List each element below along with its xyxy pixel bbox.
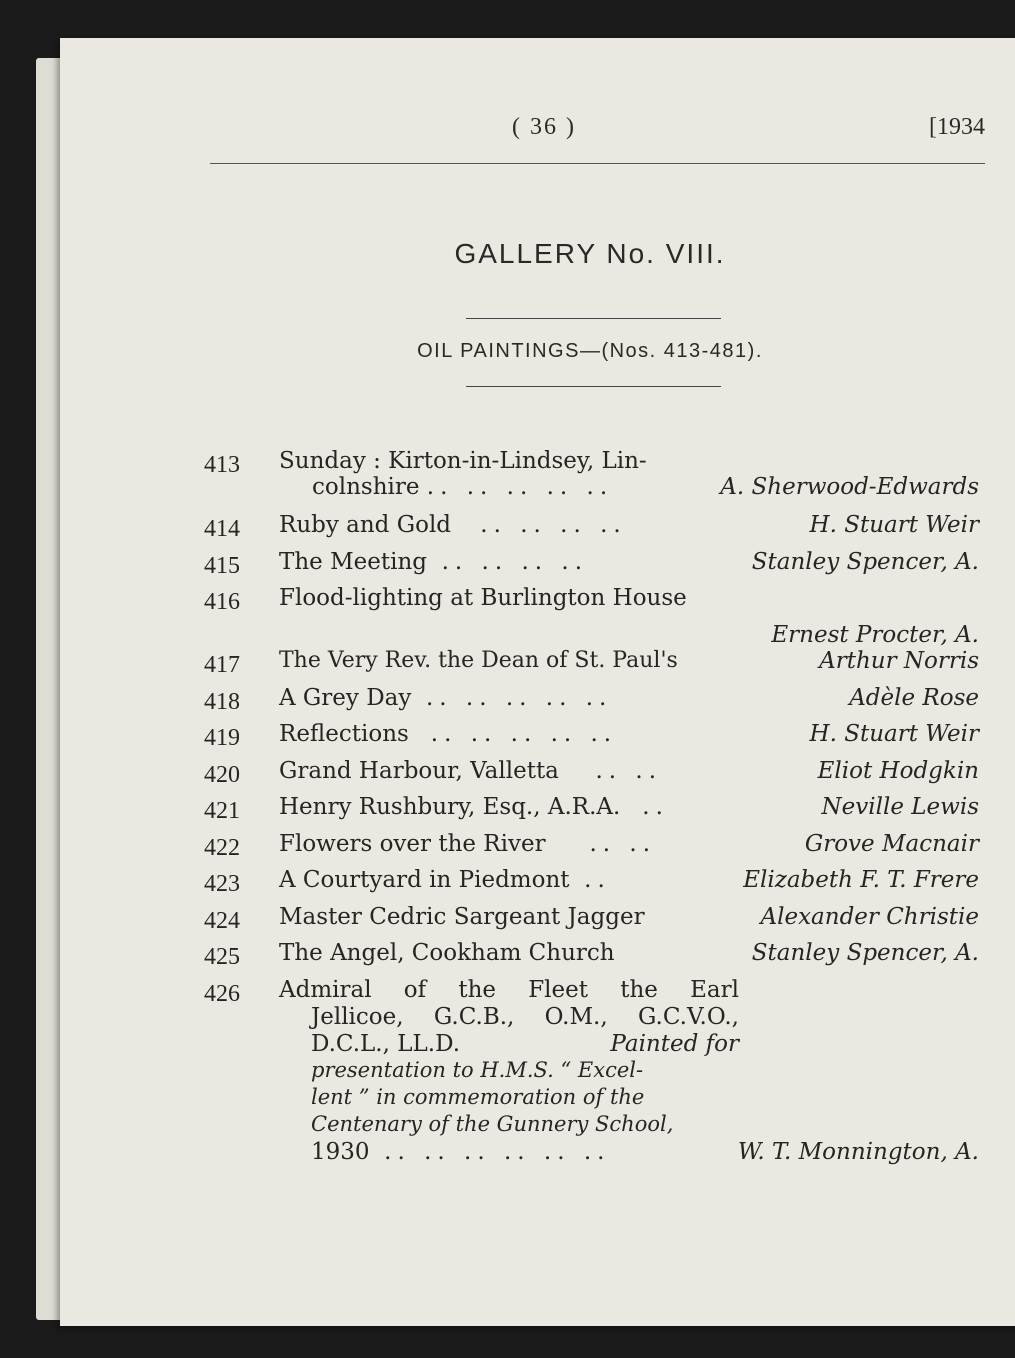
entry-artist: Grove Macnair (804, 830, 979, 857)
entry-title: Flowers over the River .. .. (279, 830, 657, 857)
entry-note-line: lent ” in commemoration of the (311, 1084, 645, 1109)
catalogue-entry (204, 646, 979, 683)
entry-number: 422 (204, 834, 240, 861)
section-title: OIL PAINTINGS—(Nos. 413-481). (417, 340, 763, 362)
entry-title-line: Jellicoe, G.C.B., O.M., G.C.V.O., (311, 1003, 739, 1030)
entry-title: The Angel, Cookham Church (279, 940, 615, 966)
entry-title: The Very Rev. the Dean of St. Paul's (279, 648, 678, 673)
leader-dots: .. .. .. .. .. .. (384, 1138, 611, 1165)
catalogue-entry (204, 792, 979, 829)
entry-list (204, 446, 979, 1175)
entry-artist: Arthur Norris (819, 648, 979, 674)
entry-artist: H. Stuart Weir (809, 721, 979, 747)
entry-number: 425 (204, 944, 240, 970)
entry-title: The Meeting .. .. .. .. (279, 548, 589, 575)
running-head (150, 78, 985, 168)
entry-artist: Ernest Procter, A. (771, 622, 979, 648)
entry-title: Ruby and Gold .. .. .. .. (279, 512, 627, 538)
entry-number: 413 (204, 452, 240, 478)
leader-dots: .. .. .. .. .. (430, 721, 618, 747)
entry-artist: Alexander Christie (760, 903, 979, 930)
entry-title-line: D.C.L., LL.D. Painted for (311, 1030, 739, 1057)
entry-artist: W. T. Monnington, A. (737, 1138, 979, 1165)
catalogue-entry (204, 756, 979, 793)
entry-title-line: 1930 .. .. .. .. .. .. (311, 1138, 611, 1165)
entry-title-line: Admiral of the Fleet the Earl (279, 976, 739, 1003)
catalogue-entry (204, 683, 979, 720)
catalogue-entry (204, 446, 979, 510)
entry-title-block (279, 977, 739, 1166)
catalogue-entry (204, 975, 979, 1175)
entry-number: 424 (204, 907, 240, 934)
page-number: ( 36 ) (512, 114, 576, 140)
divider-rule-lower (466, 386, 721, 387)
leader-dots: .. (642, 794, 669, 820)
entry-number: 419 (204, 725, 240, 751)
leader-dots: .. .. .. .. .. (425, 684, 613, 711)
entry-artist: Stanley Spencer, A. (751, 940, 979, 966)
entry-title: A Courtyard in Piedmont .. (279, 867, 611, 893)
entry-artist: Stanley Spencer, A. (751, 548, 979, 575)
divider-rule-upper (466, 318, 721, 319)
entry-title: Grand Harbour, Valletta .. .. (279, 757, 663, 784)
entry-number: 420 (204, 761, 240, 788)
leader-dots: .. .. .. .. (480, 512, 627, 538)
catalogue-entry (204, 902, 979, 939)
entry-artist: Elizabeth F. T. Frere (743, 867, 979, 893)
entry-title: Flood-lighting at Burlington House (279, 585, 687, 611)
entry-number: 418 (204, 688, 240, 715)
entry-artist: Neville Lewis (821, 794, 979, 820)
leader-dots: .. .. (589, 830, 657, 857)
entry-note-line: presentation to H.M.S. “ Excel- (311, 1057, 644, 1082)
gallery-title: GALLERY No. VIII. (454, 238, 726, 269)
entry-artist: A. Sherwood-Edwards (720, 474, 979, 500)
entry-title: Master Cedric Sargeant Jagger (279, 903, 645, 930)
catalogue-entry (204, 719, 979, 756)
entry-title: Henry Rushbury, Esq., A.R.A. .. (279, 794, 669, 820)
catalogue-entry (204, 547, 979, 584)
entry-number: 421 (204, 798, 240, 824)
catalogue-entry (204, 829, 979, 866)
leader-dots: .. .. .. .. (441, 548, 589, 575)
catalogue-entry (204, 583, 979, 646)
entry-artist: Eliot Hodgkin (817, 757, 979, 784)
entry-title: A Grey Day .. .. .. .. .. (279, 684, 613, 711)
leader-dots: .. .. .. .. .. (426, 474, 614, 500)
entry-title-continued: colnshire .. .. .. .. .. (312, 474, 614, 500)
entry-number: 414 (204, 516, 240, 542)
entry-title: Reflections .. .. .. .. .. (279, 721, 618, 747)
entry-note-line: Centenary of the Gunnery School, (311, 1111, 674, 1136)
leader-dots: .. (584, 867, 611, 893)
entry-title: Sunday : Kirton-in-Lindsey, Lin- (279, 448, 647, 474)
catalogue-entry (204, 938, 979, 975)
leader-dots: .. .. (595, 757, 663, 784)
catalogue-entry (204, 865, 979, 902)
entry-number: 417 (204, 652, 240, 678)
header-rule (210, 163, 985, 164)
entry-number: 415 (204, 552, 240, 579)
entry-number: 416 (204, 589, 240, 615)
entry-number: 423 (204, 871, 240, 897)
year-marker: [1934 (929, 114, 985, 140)
entry-artist: H. Stuart Weir (809, 512, 979, 538)
entry-artist: Adèle Rose (849, 684, 979, 711)
catalogue-entry (204, 510, 979, 547)
entry-number: 426 (204, 980, 240, 1007)
